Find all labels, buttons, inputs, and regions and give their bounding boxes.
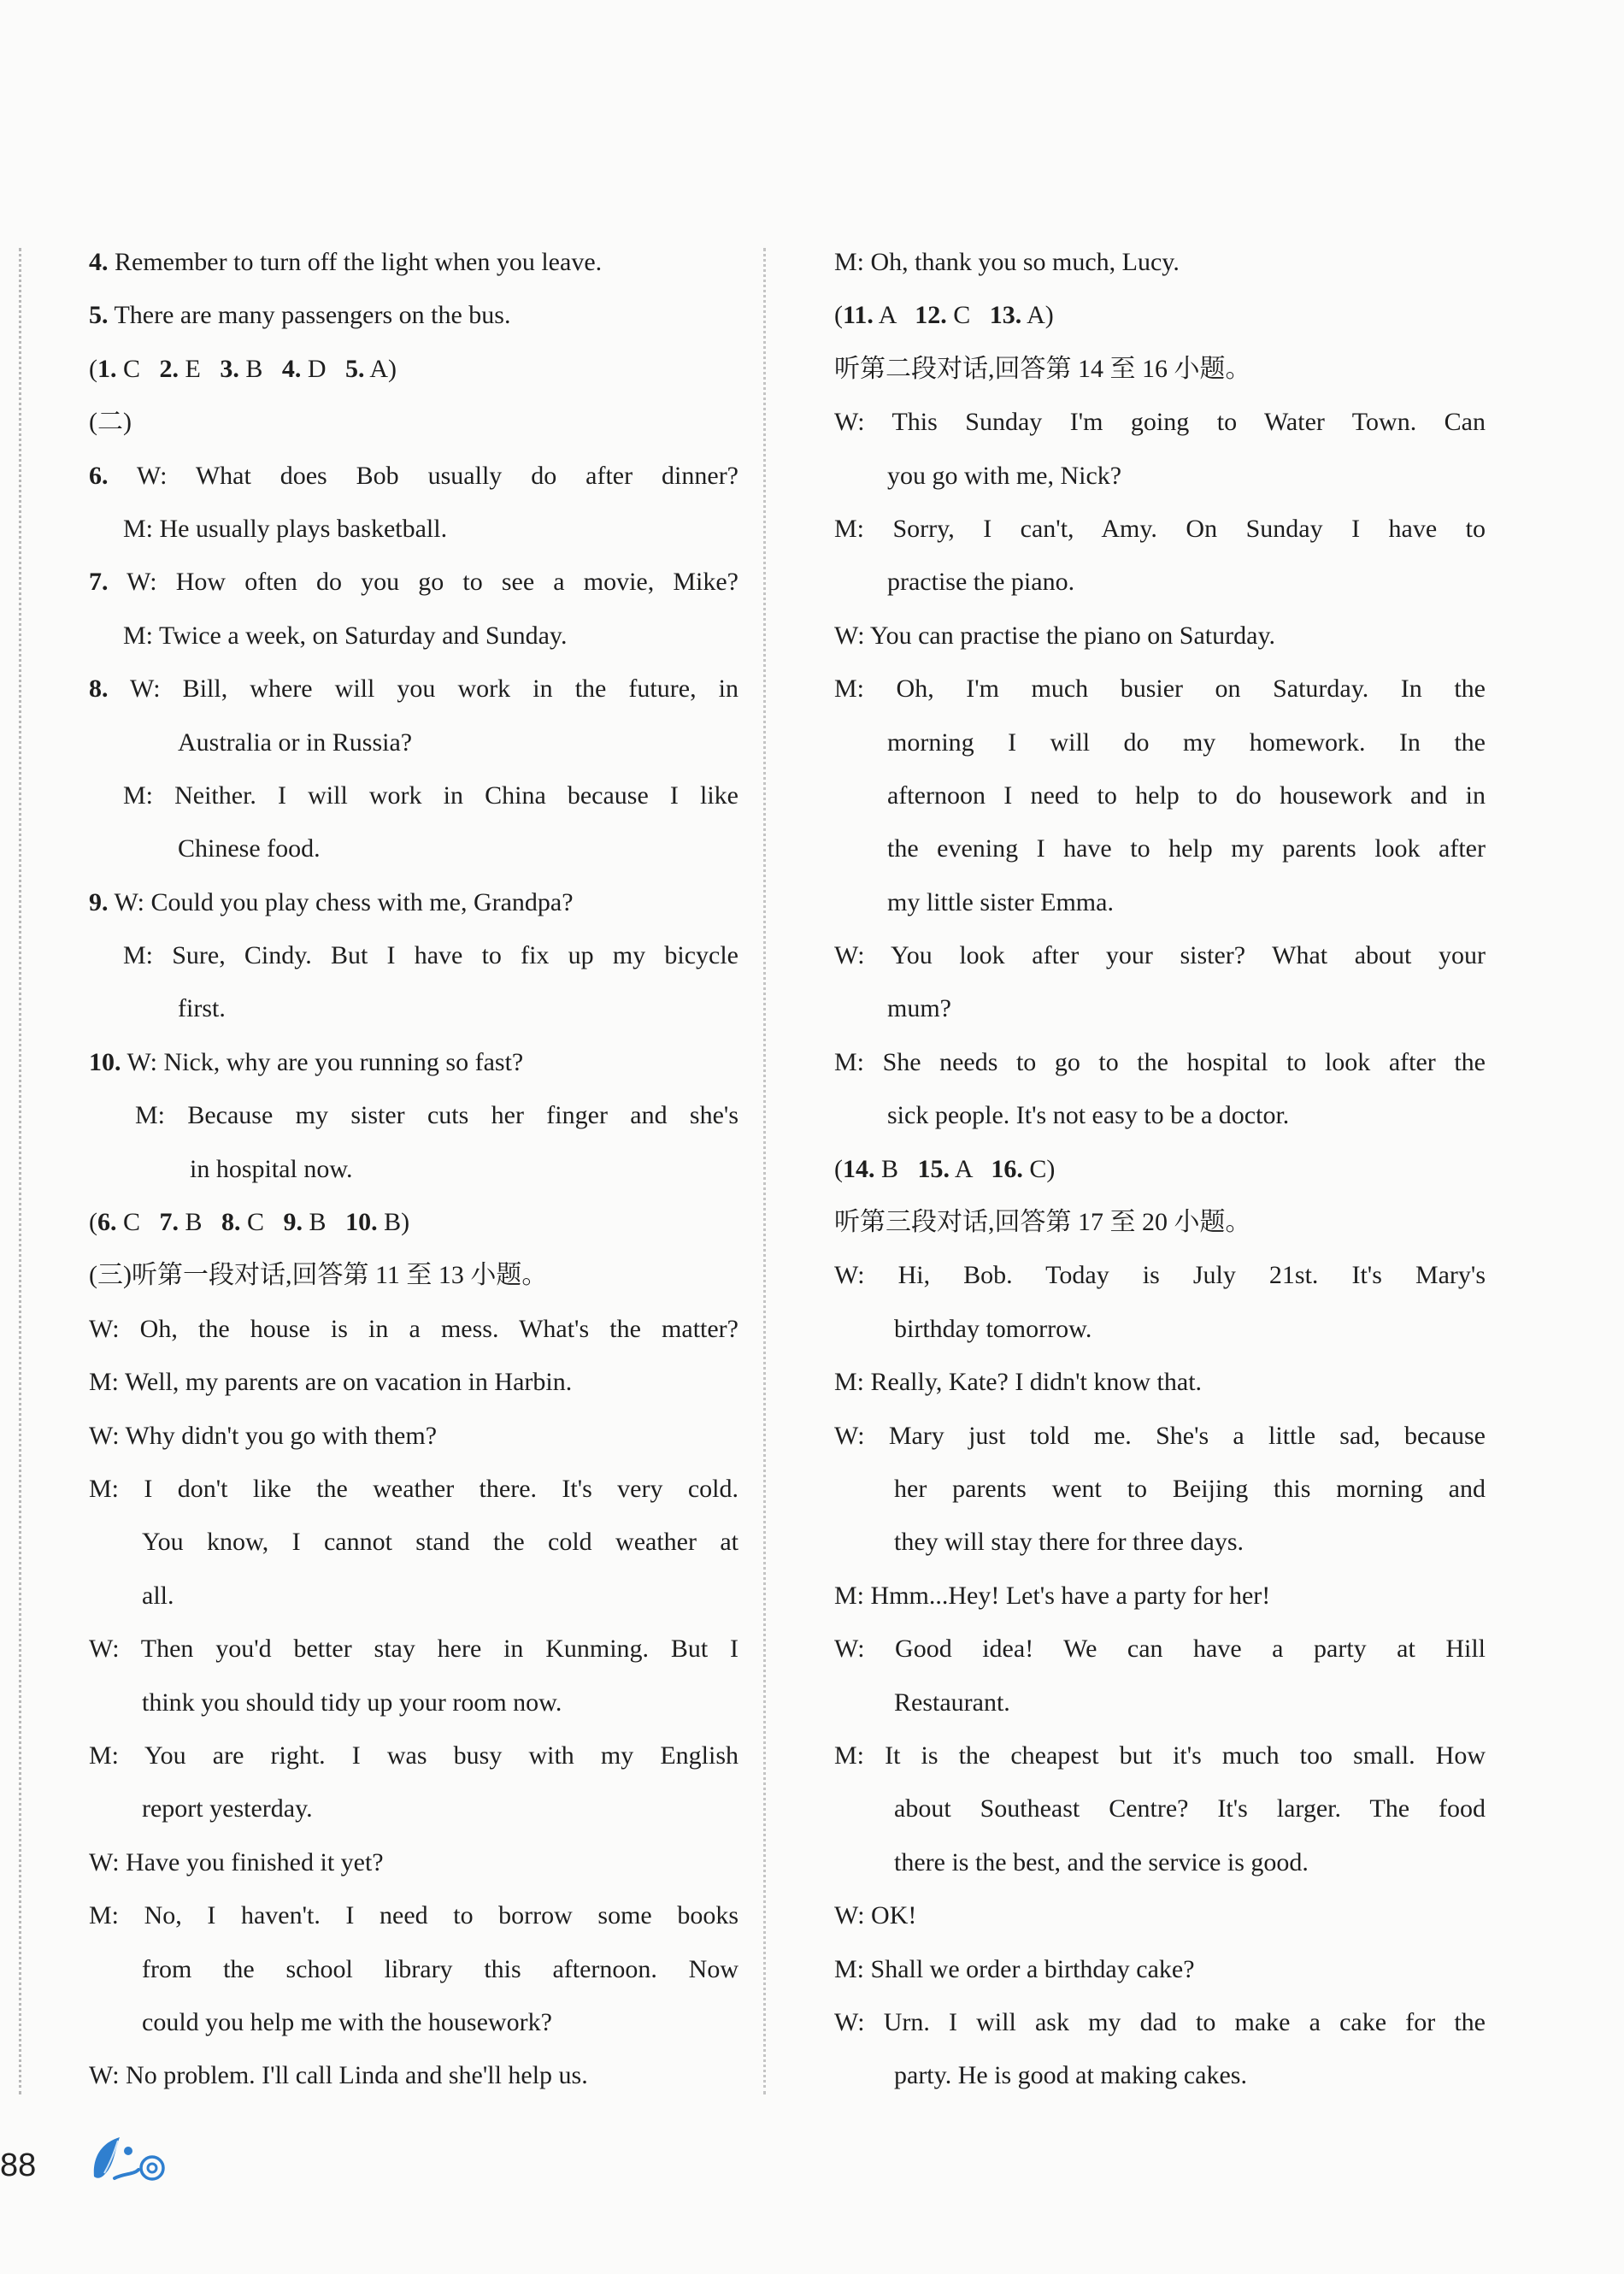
dialogue-line: M: Well, my parents are on vacation in Harbin.	[89, 1368, 573, 1397]
dialogue-line: Australia or in Russia?	[178, 728, 413, 757]
page-number: 88	[0, 2147, 37, 2183]
answer-key-line: (6. C 7. B 8. C 9. B 10. B)	[89, 1208, 410, 1237]
column-divider-dotted-line	[763, 248, 766, 2094]
dialogue-line: sick people. It's not easy to be a doctor.	[887, 1101, 1290, 1130]
dialogue-line: W: Why didn't you go with them?	[89, 1421, 438, 1450]
dialogue-line: W: Mary just told me. She's a little sad, because	[834, 1421, 1486, 1450]
dialogue-line: her parents went to Beijing this morning and	[894, 1474, 1486, 1503]
dialogue-line: 10. W: Nick, why are you running so fast?	[89, 1047, 524, 1076]
dialogue-line: W: You look after your sister? What about your	[834, 941, 1486, 970]
dialogue-line: W: Hi, Bob. Today is July 21st. It's Mary's	[834, 1261, 1486, 1290]
left-column	[89, 236, 738, 2103]
answer-key-line: (1. C 2. E 3. B 4. D 5. A)	[89, 354, 397, 383]
dialogue-line: M: Oh, I'm much busier on Saturday. In the	[834, 675, 1486, 704]
dialogue-line: they will stay there for three days.	[894, 1528, 1244, 1557]
dialogue-line: W: No problem. I'll call Linda and she'll help us.	[89, 2061, 588, 2090]
section-heading: (三)听第一段对话,回答第 11 至 13 小题。	[89, 1261, 548, 1290]
answer-key-line: (14. B 15. A 16. C)	[834, 1154, 1056, 1183]
dialogue-line: M: Because my sister cuts her finger and she's	[135, 1101, 738, 1130]
dialogue-line: M: Hmm...Hey! Let's have a party for her!	[834, 1581, 1271, 1610]
dialogue-line: M: I don't like the weather there. It's very cold.	[89, 1474, 738, 1503]
dialogue-line: M: He usually plays basketball.	[123, 514, 448, 543]
dialogue-line: M: Twice a week, on Saturday and Sunday.	[123, 621, 568, 650]
answer-key-line: (11. A 12. C 13. A)	[834, 301, 1054, 330]
dialogue-line: all.	[142, 1581, 174, 1610]
dialogue-line: W: You can practise the piano on Saturday.	[834, 621, 1275, 650]
dialogue-line: practise the piano.	[887, 568, 1075, 597]
dialogue-line: M: Sure, Cindy. But I have to fix up my bicycle	[123, 941, 738, 970]
dialogue-line: the evening I have to help my parents look after	[887, 834, 1486, 863]
dialogue-line: 6. W: What does Bob usually do after dinner?	[89, 461, 738, 490]
dialogue-line: morning I will do my homework. In the	[887, 728, 1486, 757]
dialogue-line: could you help me with the housework?	[142, 2007, 552, 2036]
dialogue-line: birthday tomorrow.	[894, 1314, 1092, 1343]
dialogue-line: first.	[178, 994, 226, 1023]
section-heading: (二)	[89, 408, 132, 437]
dialogue-line: M: She needs to go to the hospital to look after the	[834, 1047, 1486, 1076]
dialogue-line: M: Oh, thank you so much, Lucy.	[834, 248, 1180, 276]
dialogue-line: M: Sorry, I can't, Amy. On Sunday I have to	[834, 514, 1486, 543]
dialogue-line: in hospital now.	[190, 1154, 353, 1183]
dialogue-line: Chinese food.	[178, 834, 321, 863]
dialogue-line: W: This Sunday I'm going to Water Town. Can	[834, 408, 1486, 437]
dialogue-line: report yesterday.	[142, 1794, 313, 1823]
dialogue-line: 8. W: Bill, where will you work in the future, in	[89, 675, 738, 704]
dialogue-line: from the school library this afternoon. Now	[142, 1954, 738, 1983]
dialogue-line: 7. W: How often do you go to see a movie, Mike?	[89, 568, 738, 597]
left-margin-dotted-line	[19, 248, 21, 2094]
dialogue-line: M: You are right. I was busy with my English	[89, 1741, 738, 1770]
right-column	[834, 236, 1486, 2103]
dialogue-line: M: Neither. I will work in China because I like	[123, 781, 738, 810]
dialogue-line: W: Good idea! We can have a party at Hill	[834, 1635, 1486, 1664]
dialogue-line: W: Urn. I will ask my dad to make a cake for the	[834, 2007, 1486, 2036]
dialogue-line: about Southeast Centre? It's larger. The food	[894, 1794, 1486, 1823]
text-line: 5. There are many passengers on the bus.	[89, 301, 511, 330]
dialogue-line: M: It is the cheapest but it's much too small. How	[834, 1741, 1486, 1770]
dialogue-line: W: Have you finished it yet?	[89, 1847, 384, 1876]
dialogue-line: W: Oh, the house is in a mess. What's the matter?	[89, 1314, 738, 1343]
section-heading: 听第三段对话,回答第 17 至 20 小题。	[834, 1208, 1251, 1237]
dialogue-line: W: Then you'd better stay here in Kunming. But I	[89, 1635, 738, 1664]
leaf-swirl-logo-icon	[89, 2130, 171, 2189]
dialogue-line: M: No, I haven't. I need to borrow some books	[89, 1901, 738, 1930]
text-line: 4. Remember to turn off the light when you leave.	[89, 248, 603, 276]
dialogue-line: M: Really, Kate? I didn't know that.	[834, 1368, 1203, 1397]
section-heading: 听第二段对话,回答第 14 至 16 小题。	[834, 354, 1251, 383]
dialogue-line: afternoon I need to help to do housework and in	[887, 781, 1486, 810]
dialogue-line: mum?	[887, 994, 951, 1023]
dialogue-line: party. He is good at making cakes.	[894, 2061, 1247, 2090]
dialogue-line: you go with me, Nick?	[887, 461, 1122, 490]
dialogue-line: You know, I cannot stand the cold weather at	[142, 1528, 738, 1557]
dialogue-line: my little sister Emma.	[887, 887, 1114, 916]
dialogue-line: 9. W: Could you play chess with me, Grandpa?	[89, 887, 574, 916]
dialogue-line: W: OK!	[834, 1901, 917, 1930]
dialogue-line: M: Shall we order a birthday cake?	[834, 1954, 1195, 1983]
dialogue-line: Restaurant.	[894, 1688, 1010, 1717]
dialogue-line: there is the best, and the service is good.	[894, 1847, 1309, 1876]
dialogue-line: think you should tidy up your room now.	[142, 1688, 562, 1717]
